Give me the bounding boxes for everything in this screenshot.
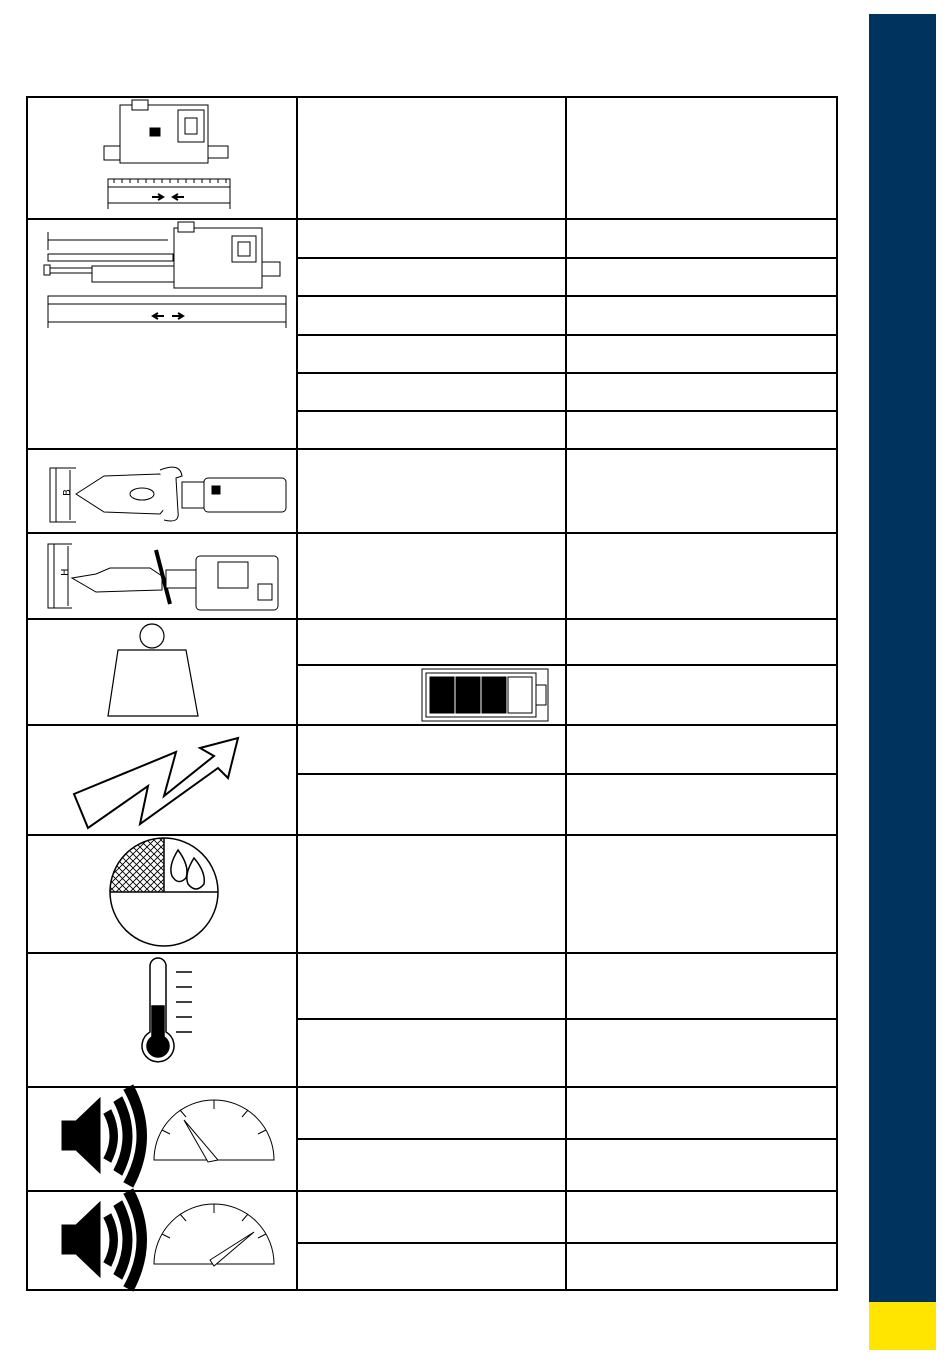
width-marker-label: B: [62, 489, 73, 496]
spec-table: [26, 96, 838, 1292]
weight-icon: [108, 624, 198, 716]
tool-closed-length-icon: [104, 100, 230, 209]
tool-height-icon: [48, 544, 278, 610]
thermometer-icon: [142, 958, 192, 1062]
side-bar: [869, 14, 936, 1302]
tool-open-length-icon: [44, 222, 286, 328]
side-accent: [869, 1302, 936, 1350]
battery-icon: [422, 669, 548, 721]
tool-width-icon: [50, 467, 286, 522]
height-marker-label: H: [60, 568, 71, 576]
sound-pressure-icon: [62, 1085, 274, 1187]
lightning-arrow-icon: [74, 738, 238, 828]
dust-water-protection-icon: [110, 838, 218, 946]
sound-power-icon: [62, 1189, 274, 1291]
